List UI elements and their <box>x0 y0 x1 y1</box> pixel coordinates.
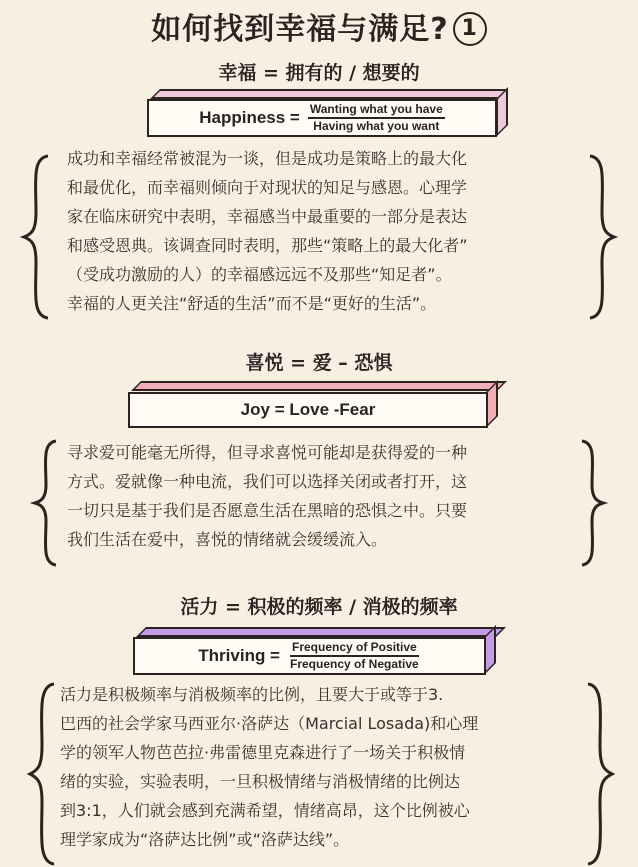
happiness-paragraph <box>67 144 468 318</box>
thriving-formula-label: Thriving = <box>198 646 280 665</box>
joy-paragraph <box>67 438 467 554</box>
happiness-numerator: Wanting what you have <box>308 103 445 119</box>
text-line: 寻求爱可能毫无所得，但寻求喜悦可能却是获得爱的一种 <box>67 443 468 462</box>
thriving-fraction <box>288 641 421 671</box>
text-line: （受成功激励的人）的幸福感远远不及那些“知足者”。 <box>67 265 452 284</box>
thriving-numerator: Frequency of Positive <box>290 641 419 657</box>
thriving-paragraph <box>60 680 478 854</box>
text-line: 方式。爱就像一种电流，我们可以选择关闭或者打开，这 <box>67 472 468 491</box>
section-number-badge: 1 <box>453 12 487 46</box>
right-brace-icon <box>584 680 618 867</box>
page-title-text: 如何找到幸福与满足? <box>151 12 449 47</box>
left-brace-icon <box>18 152 52 322</box>
happiness-box-top <box>150 89 508 99</box>
happiness-heading: 幸福 = 拥有的 / 想要的 <box>218 62 420 84</box>
thriving-box-top <box>136 627 506 637</box>
text-line: 活力是积极频率与消极频率的比例，且要大于或等于3. <box>60 685 444 704</box>
joy-formula: Joy = Love -Fear <box>240 400 376 419</box>
text-line: 一切只是基于我们是否愿意生活在黑暗的恐惧之中。只要 <box>67 501 468 520</box>
text-line: 幸福的人更关注“舒适的生活”而不是“更好的生活”。 <box>67 294 437 313</box>
text-line: 我们生活在爱中，喜悦的情绪就会缓缓流入。 <box>67 530 388 549</box>
text-line: 绪的实验，实验表明，一旦积极情绪与消极情绪的比例达 <box>60 772 461 791</box>
text-line: 成功和幸福经常被混为一谈，但是成功是策略上的最大化 <box>67 149 468 168</box>
text-line: 理学家成为“洛萨达比例”或“洛萨达线”。 <box>60 830 350 849</box>
text-line: 学的领军人物芭芭拉·弗雷德里克森进行了一场关于积极情 <box>60 743 466 762</box>
text-line: 和感受恩典。该调查同时表明，那些“策略上的最大化者” <box>67 236 468 255</box>
right-brace-icon <box>586 152 620 322</box>
text-line: 家在临床研究中表明，幸福感当中最重要的一部分是表达 <box>67 207 468 226</box>
thriving-denominator: Frequency of Negative <box>290 657 419 671</box>
joy-formula-box <box>128 392 488 428</box>
left-brace-icon <box>30 437 60 569</box>
thriving-formula-box <box>133 637 486 675</box>
page-title <box>0 4 638 48</box>
happiness-fraction <box>308 103 445 133</box>
happiness-formula-label: Happiness = <box>199 108 300 127</box>
joy-box-top <box>131 381 507 391</box>
thriving-heading: 活力 = 积极的频率 / 消极的频率 <box>180 596 458 618</box>
text-line: 和最优化，而幸福则倾向于对现状的知足与感恩。心理学 <box>67 178 468 197</box>
happiness-denominator: Having what you want <box>313 119 440 133</box>
text-line: 巴西的社会学家马西亚尔·洛萨达（Marcial Losada)和心理 <box>60 714 479 733</box>
joy-heading: 喜悦 = 爱 – 恐惧 <box>245 352 393 374</box>
right-brace-icon <box>578 437 608 569</box>
happiness-formula-box <box>147 99 497 137</box>
text-line: 到3:1，人们就会感到充满希望，情绪高昂，这个比例被心 <box>60 801 470 820</box>
left-brace-icon <box>24 680 58 867</box>
